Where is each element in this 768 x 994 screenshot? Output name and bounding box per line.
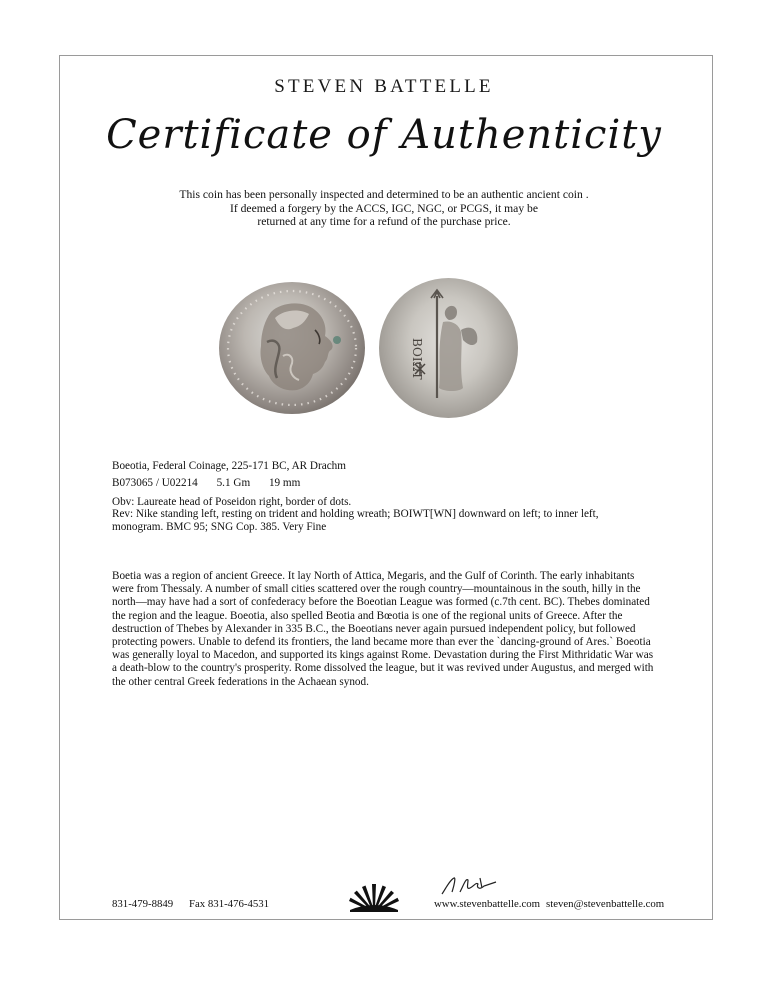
svg-text:BOIΩT: BOIΩT bbox=[410, 338, 424, 380]
intro-line-2: If deemed a forgery by the ACCS, IGC, NGC, or PCGS, it may be bbox=[230, 201, 538, 215]
coin-reverse-image bbox=[379, 278, 518, 418]
certificate-title: Certificate of Authenticity bbox=[106, 112, 662, 158]
coin-weight: 5.1 Gm bbox=[216, 477, 251, 489]
phone-number: 831-479-8849 bbox=[112, 898, 174, 910]
intro-text bbox=[140, 188, 628, 229]
obverse-description: Obv: Laureate head of Poseidon right, border of dots. bbox=[112, 496, 352, 508]
coin-obverse-image bbox=[219, 282, 365, 414]
history-text: Boetia was a region of ancient Greece. It lay North of Attica, Megaris, and the Gulf of Corinth. The early inhabitants were from Thessaly. A number of small cities scattered over the rough country—mountainous in the south, hilly in the north—may have had a sort of confederacy before the Boeotian League was formed (c.7th cent. BC). Thebes dominated the region and the league. Boeotia, also spelled Beotia and Bœotia is one of the regional units of Greece. After the destruction of Thebes by Alexander in 335 B.C., the Boeotians never again pursued independent policy, but followed protecting powers. Unable to defend its frontiers, the land became more than ever the `dancing-ground of Ares.` Boeotia was generally loyal to Macedon, and supported its kings against Rome. Devastation during the First Mithridatic War was a death-blow to the country's prosperity. Rome dissolved the league, but it was revived under Augustus, and merged with the other central Greek federations in the Achaean synod. bbox=[112, 570, 654, 688]
intro-line-1: This coin has been personally inspected and determined to be an authentic ancient coin . bbox=[179, 188, 589, 201]
brand-name: STEVEN BATTELLE bbox=[274, 76, 494, 97]
website-link[interactable]: www.stevenbattelle.com bbox=[434, 898, 541, 910]
signature-icon bbox=[436, 874, 508, 898]
coin-diameter: 19 mm bbox=[268, 477, 301, 489]
sunburst-logo-icon bbox=[346, 880, 402, 914]
fax-number: Fax 831-476-4531 bbox=[189, 898, 270, 910]
inventory-number: B073065 / U02214 bbox=[112, 477, 198, 489]
intro-line-3: returned at any time for a refund of the purchase price. bbox=[257, 215, 511, 229]
email-link[interactable]: steven@stevenbattelle.com bbox=[546, 898, 665, 910]
coin-description: Boeotia, Federal Coinage, 225-171 BC, AR Drachm bbox=[112, 460, 346, 472]
coin-details bbox=[112, 477, 672, 490]
reverse-description: Rev: Nike standing left, resting on trident and holding wreath; BOIWT[WN] downward on left; to inner left, monogram. BMC 95; SNG Cop. 385. Very Fine bbox=[112, 508, 599, 533]
